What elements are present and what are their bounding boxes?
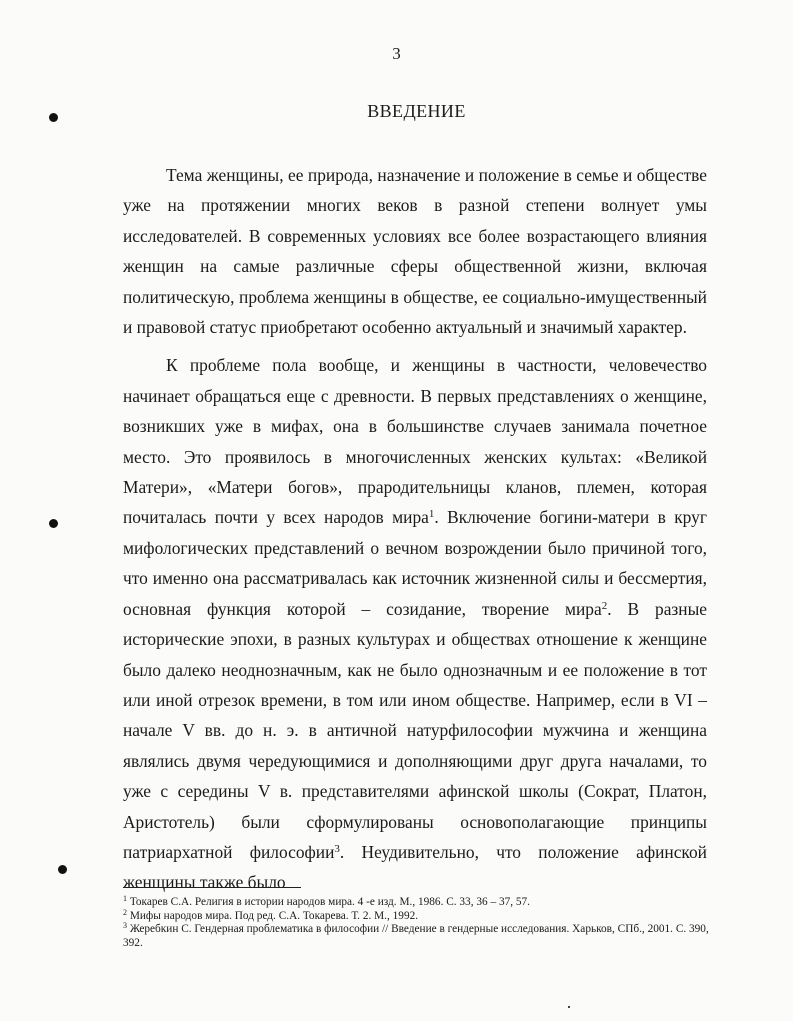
footnote — [123, 896, 713, 910]
footnotes — [123, 896, 713, 950]
footnote-text: Токарев С.А. Религия в истории народов мира. 4 -е изд. М., 1986. С. 33, 36 – 37, 57. — [129, 896, 531, 908]
footnote-reference[interactable]: 1 — [428, 508, 435, 521]
page-number: 3 — [392, 44, 401, 63]
text-segment: К проблеме пола вообще, и женщины в частности, человечество начинает обращаться еще с древности. В первых представлениях о женщине, возникших уже в мифах, она в большинстве случаев занимала почетное место. Это проявилось в многочисленных женских культах: «Великой Матери», «Матери богов», прародительницы кланов, племен, которая почиталась почти у всех народов мира — [123, 355, 707, 528]
footnote — [123, 923, 713, 950]
footnote-text: Мифы народов мира. Под ред. С.А. Токарева. Т. 2. М., 1992. — [129, 909, 419, 922]
binding-hole-mark — [58, 865, 67, 874]
text-segment: . В разные исторические эпохи, в разных культурах и обществах отношение к женщине было далеко неоднозначным, как не было однозначным и ее положение в тот или иной отрезок времени, в том или ином обществе. Например, если в VI – начале V вв. до н. э. в античной натурфилософии мужчина и женщина являлись двумя чередующимися и дополняющими друг друга началами, то уже с середины V в. представителями афинской школы (Сократ, Платон, Аристотель) были сформулированы основополагающие принципы патриархатной философии — [123, 598, 707, 862]
footnote — [123, 907, 713, 924]
footnote-reference[interactable]: 3 — [334, 842, 340, 855]
binding-hole-mark — [49, 519, 58, 528]
footnote-mark: 2 — [123, 907, 127, 917]
scan-speck — [568, 1006, 570, 1008]
text-segment: Тема женщины, ее природа, назначение и положение в семье и обществе уже на протяжении многих веков в разной степени волнует умы исследователей. В современных условиях все более возрастающего влияния женщин на самые различные сферы общественной жизни, включая политическую, проблема женщины в обществе, ее социально-имущественный и правовой статус приобретают особенно актуальный и значимый характер. — [123, 165, 707, 338]
paragraph — [123, 350, 707, 897]
text-segment: . Неудивительно, что положение афинской женщины также было — [123, 841, 707, 893]
paragraph — [123, 160, 707, 342]
footnote-separator — [123, 887, 301, 888]
footnote-mark: 3 — [123, 921, 127, 930]
text-segment: . Включение богини-матери в круг мифологических представлений о вечном возрождении было причиной того, что именно она рассматривалась как источник жизненной силы и бессмертия, основная функция которой – созидание, творение мира — [123, 507, 707, 619]
body-text — [123, 160, 707, 898]
footnote-reference[interactable]: 2 — [601, 599, 608, 612]
section-heading: ВВЕДЕНИЕ — [367, 101, 466, 121]
footnote-mark: 1 — [123, 894, 127, 903]
footnote-text: Жеребкин С. Гендерная проблематика в философии // Введение в гендерные исследования. Харьков, СПб., 2001. С. 390, 392. — [123, 923, 709, 949]
